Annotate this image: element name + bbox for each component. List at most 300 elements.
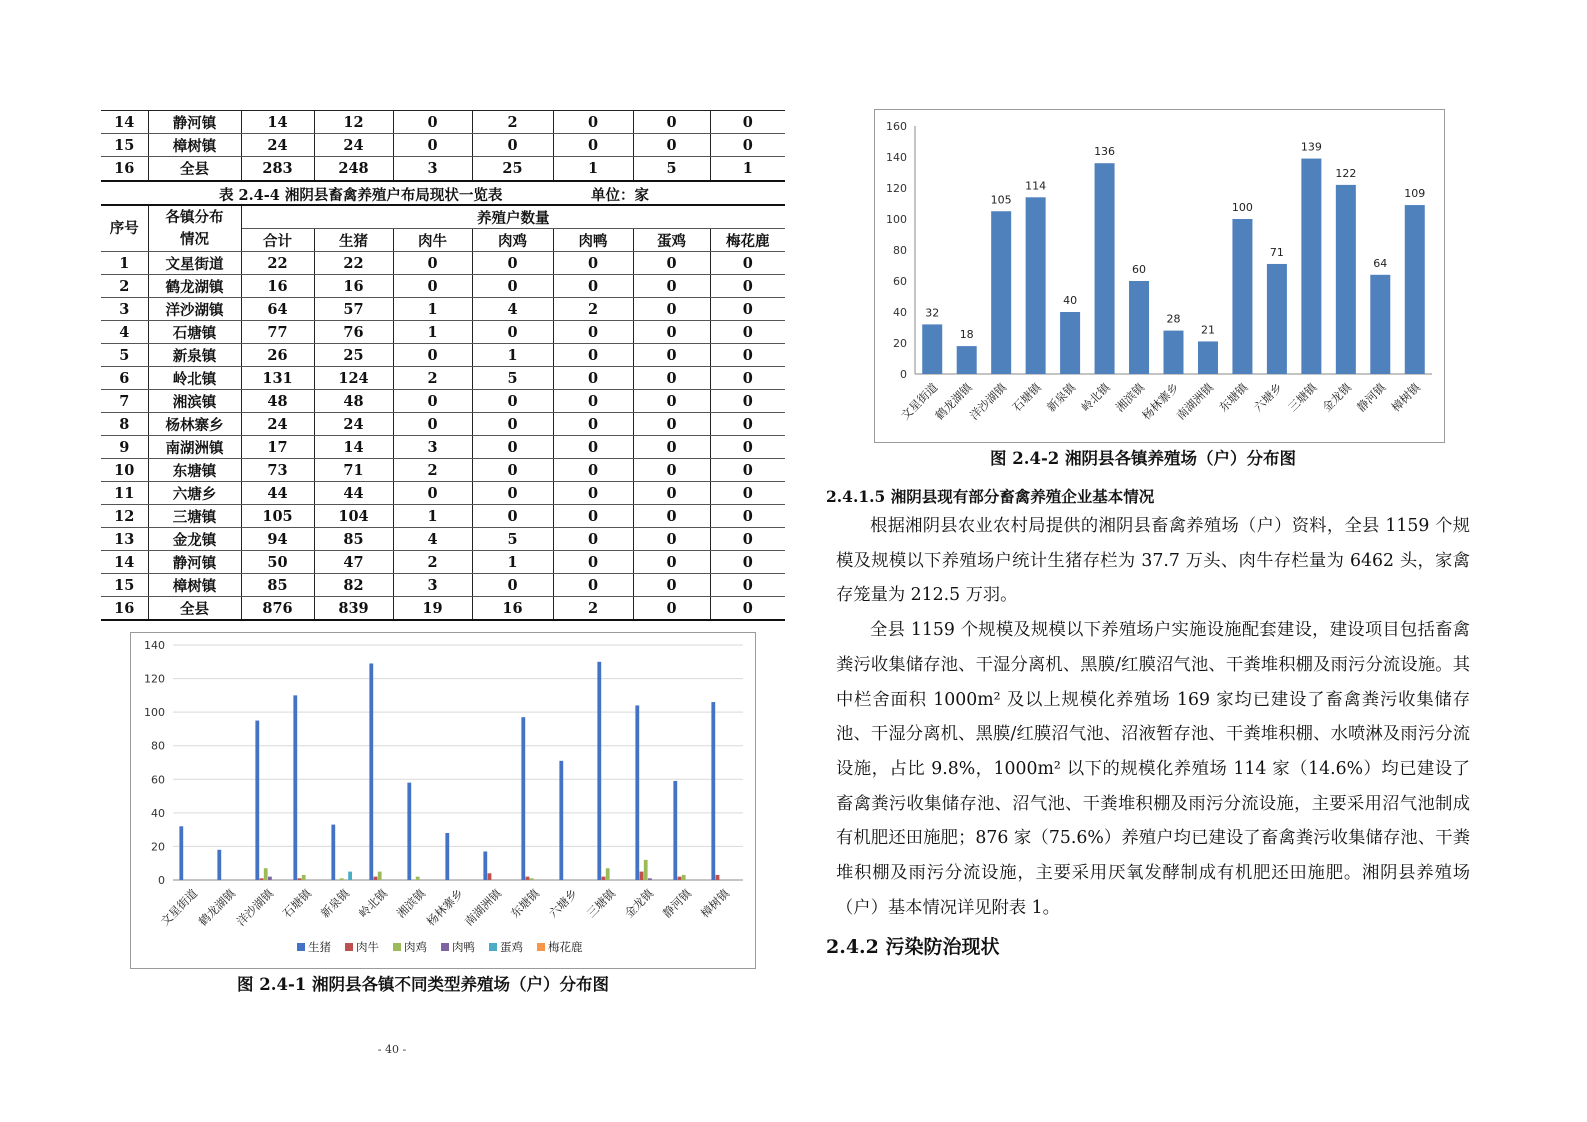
chart-farms-by-town <box>874 109 1445 443</box>
main-table-cell: 1 <box>393 298 472 321</box>
main-table-cell: 0 <box>553 367 633 390</box>
main-table-cell: 樟树镇 <box>148 574 241 597</box>
top-table-cell: 樟树镇 <box>148 134 241 157</box>
y-tick-label: 140 <box>144 639 165 652</box>
bar-肉牛 <box>678 877 682 880</box>
x-tick-label: 南湖洲镇 <box>1173 380 1217 423</box>
main-table-row <box>101 574 785 597</box>
main-table-cell: 57 <box>314 298 393 321</box>
bar <box>1370 275 1390 374</box>
main-table-cell: 48 <box>241 390 314 413</box>
bar-生猪 <box>711 702 715 880</box>
main-table-cell: 0 <box>472 505 553 528</box>
main-table-cell: 1 <box>472 551 553 574</box>
main-table-cell: 5 <box>472 367 553 390</box>
main-table-cell: 105 <box>241 505 314 528</box>
main-table-cell: 六塘乡 <box>148 482 241 505</box>
main-table-cell: 0 <box>710 436 785 459</box>
main-table-cell: 0 <box>710 252 785 275</box>
main-table-cell: 0 <box>633 528 710 551</box>
main-table-cell: 7 <box>101 390 148 413</box>
table-continuation <box>101 110 785 182</box>
bar-生猪 <box>293 695 297 880</box>
main-table-cell: 876 <box>241 597 314 621</box>
legend-swatch-肉鸡 <box>393 943 401 951</box>
main-table-cell: 0 <box>472 275 553 298</box>
main-table-cell: 0 <box>472 574 553 597</box>
top-table-cell: 0 <box>553 111 633 134</box>
column-header: 肉鸭 <box>553 229 633 252</box>
top-table-cell: 1 <box>710 157 785 182</box>
main-table-cell: 77 <box>241 321 314 344</box>
top-table-cell: 0 <box>393 111 472 134</box>
legend-swatch-肉牛 <box>345 943 353 951</box>
data-label: 71 <box>1269 245 1284 259</box>
data-label: 109 <box>1404 187 1426 201</box>
data-label: 60 <box>1132 263 1147 276</box>
main-table-cell: 新泉镇 <box>148 344 241 367</box>
main-table-cell: 湘滨镇 <box>148 390 241 413</box>
main-table-cell: 4 <box>393 528 472 551</box>
main-table-cell: 2 <box>101 275 148 298</box>
top-table-cell: 2 <box>472 111 553 134</box>
main-table-cell: 2 <box>553 597 633 621</box>
main-table-row <box>101 436 785 459</box>
main-table-row <box>101 551 785 574</box>
bar-生猪 <box>255 721 259 880</box>
top-table-cell: 全县 <box>148 157 241 182</box>
top-table-cell: 12 <box>314 111 393 134</box>
main-table-cell: 104 <box>314 505 393 528</box>
main-table-cell: 0 <box>553 574 633 597</box>
bar-肉牛 <box>298 878 302 880</box>
bar-生猪 <box>597 662 601 880</box>
main-table-cell: 洋沙湖镇 <box>148 298 241 321</box>
main-table-cell: 0 <box>633 551 710 574</box>
legend-label: 生猪 <box>308 940 331 954</box>
x-tick-label: 杨林寨乡 <box>1139 380 1182 423</box>
bar <box>957 346 977 374</box>
main-table-cell: 24 <box>241 413 314 436</box>
main-table-cell: 2 <box>553 298 633 321</box>
data-label: 100 <box>1231 201 1253 214</box>
y-tick-label: 80 <box>151 739 165 753</box>
main-table-cell: 0 <box>393 482 472 505</box>
main-table-cell: 0 <box>393 413 472 436</box>
main-table-cell: 1 <box>393 321 472 344</box>
main-table-cell: 4 <box>472 298 553 321</box>
main-table-cell: 三塘镇 <box>148 505 241 528</box>
paragraph-1: 根据湘阴县农业农村局提供的湘阴县畜禽养殖场（户）资料，全县 1159 个规模及规模以下养殖场户统计生猪存栏为 37.7 万头、肉牛存栏量为 6462 头，家禽存笼量为 212.5 万羽。 <box>836 516 1470 606</box>
top-table-cell: 0 <box>710 134 785 157</box>
main-table-cell: 0 <box>553 275 633 298</box>
y-tick-label: 40 <box>893 306 907 319</box>
bar <box>1232 219 1252 374</box>
main-table-row <box>101 344 785 367</box>
main-table-cell: 6 <box>101 367 148 390</box>
bar <box>1267 264 1287 374</box>
y-tick-label: 60 <box>893 275 907 288</box>
column-header: 合计 <box>241 229 314 252</box>
y-tick-label: 20 <box>151 840 165 854</box>
main-table-row <box>101 275 785 298</box>
main-table-cell: 0 <box>633 367 710 390</box>
main-table-cell: 0 <box>633 482 710 505</box>
legend-label: 蛋鸡 <box>500 940 523 954</box>
bar-肉鸡 <box>644 860 648 880</box>
bar <box>1405 205 1425 374</box>
bar-生猪 <box>483 851 487 880</box>
top-table-cell: 0 <box>633 111 710 134</box>
legend-swatch-生猪 <box>297 943 305 951</box>
y-tick-label: 80 <box>893 244 907 257</box>
x-tick-label: 六塘乡 <box>1250 380 1286 415</box>
y-tick-label: 120 <box>886 182 907 195</box>
legend-label: 肉牛 <box>356 940 379 954</box>
bar-肉牛 <box>374 877 378 880</box>
legend-swatch-梅花鹿 <box>537 943 545 951</box>
main-table-cell: 0 <box>553 413 633 436</box>
main-table-cell: 0 <box>633 459 710 482</box>
x-tick-label: 文星街道 <box>157 886 201 929</box>
x-tick-label: 新泉镇 <box>1043 380 1079 415</box>
table-unit: 单位：家 <box>591 187 649 204</box>
y-tick-label: 60 <box>151 773 165 787</box>
x-tick-label: 石塘镇 <box>279 886 315 921</box>
main-table-cell: 0 <box>633 505 710 528</box>
bar-生猪 <box>635 705 639 880</box>
main-table-cell: 0 <box>472 390 553 413</box>
main-table-cell: 0 <box>633 413 710 436</box>
main-table-cell: 0 <box>710 344 785 367</box>
main-table-cell: 0 <box>633 390 710 413</box>
main-table-cell: 16 <box>314 275 393 298</box>
main-table-cell: 25 <box>314 344 393 367</box>
figure-caption-2-4-1: 图 2.4-1 湘阴县各镇不同类型养殖场（户）分布图 <box>237 975 610 994</box>
column-header: 梅花鹿 <box>710 229 785 252</box>
main-table-cell: 0 <box>553 344 633 367</box>
column-header: 蛋鸡 <box>633 229 710 252</box>
data-label: 122 <box>1335 166 1357 180</box>
main-table-cell: 5 <box>472 528 553 551</box>
x-tick-label: 石塘镇 <box>1009 380 1044 415</box>
main-table-cell: 杨林寨乡 <box>148 413 241 436</box>
main-table-cell: 0 <box>553 482 633 505</box>
main-table-cell: 82 <box>314 574 393 597</box>
main-table-cell: 124 <box>314 367 393 390</box>
main-table-cell: 839 <box>314 597 393 621</box>
x-tick-label: 南湖洲镇 <box>461 886 505 929</box>
figure-caption-2-4-2: 图 2.4-2 湘阴县各镇养殖场（户）分布图 <box>990 449 1297 468</box>
main-table-cell: 南湖洲镇 <box>148 436 241 459</box>
main-table-row <box>101 459 785 482</box>
main-table-cell: 19 <box>393 597 472 621</box>
bar <box>1095 163 1115 374</box>
top-table-cell: 静河镇 <box>148 111 241 134</box>
main-table-cell: 71 <box>314 459 393 482</box>
main-table-cell: 17 <box>241 436 314 459</box>
main-table-cell: 2 <box>393 551 472 574</box>
y-tick-label: 100 <box>144 706 165 720</box>
data-label: 28 <box>1166 312 1181 326</box>
main-table-cell: 1 <box>101 252 148 275</box>
main-table-cell: 0 <box>553 505 633 528</box>
main-table-cell: 0 <box>633 275 710 298</box>
bar-肉鸡 <box>682 875 686 880</box>
main-table-cell: 0 <box>553 436 633 459</box>
main-table-cell: 44 <box>241 482 314 505</box>
main-table-cell: 0 <box>633 344 710 367</box>
main-table-cell: 22 <box>241 252 314 275</box>
y-tick-label: 0 <box>900 368 907 381</box>
column-header: 肉鸡 <box>472 229 553 252</box>
main-table-cell: 0 <box>393 390 472 413</box>
chart1-svg <box>131 633 755 968</box>
table-caption <box>101 182 785 204</box>
x-tick-label: 湘滨镇 <box>393 886 429 921</box>
main-table-cell: 4 <box>101 321 148 344</box>
data-label: 139 <box>1300 140 1322 154</box>
chart2-svg <box>875 110 1444 442</box>
main-table-cell: 0 <box>633 298 710 321</box>
main-table-cell: 47 <box>314 551 393 574</box>
bar-肉鸡 <box>378 872 382 880</box>
main-table-cell: 0 <box>472 413 553 436</box>
x-tick-label: 岭北镇 <box>355 886 391 921</box>
main-table-cell: 0 <box>553 252 633 275</box>
paragraph-2: 全县 1159 个规模及规模以下养殖场户实施设施配套建设，建设项目包括畜禽粪污收集储存池、干湿分离机、黑膜/红膜沼气池、干粪堆积棚及雨污分流设施。其中栏舍面积 1000m² 及以上规模化养殖场 169 家均已建设了畜禽粪污收集储存池、干湿分离机、黑膜/红膜沼气池、沼液暂存池、干粪堆积棚、水喷淋及雨污分流设施，占比 9.8%，1000m² 以下的规模化养殖场 114 家（14.6%）均已建设了畜禽粪污收集储存池、沼气池、干粪堆积棚及雨污分流设施，主要采用沼气池制成有机肥还田施肥；876 家（75.6%）养殖户均已建设了畜禽粪污收集储存池、干粪堆积棚及雨污分流设施，主要采用厌氧发酵制成有机肥还田施肥。湘阴县养殖场（户）基本情况详见附表 1。 <box>836 620 1470 918</box>
bar-生猪 <box>217 850 221 880</box>
bar-生猪 <box>369 663 373 880</box>
main-table-cell: 0 <box>633 574 710 597</box>
bar-肉鸡 <box>264 868 268 880</box>
main-table-cell: 0 <box>710 321 785 344</box>
top-table-cell: 5 <box>633 157 710 182</box>
main-table-cell: 8 <box>101 413 148 436</box>
x-tick-label: 文星街道 <box>897 380 941 423</box>
x-tick-label: 鹤龙湖镇 <box>932 380 975 423</box>
main-table-cell: 0 <box>710 597 785 621</box>
main-table-row <box>101 252 785 275</box>
main-table-cell: 16 <box>101 597 148 621</box>
bar <box>1301 159 1321 374</box>
main-table-cell: 石塘镇 <box>148 321 241 344</box>
bar <box>1060 312 1080 374</box>
data-label: 105 <box>990 193 1012 207</box>
main-table-cell: 3 <box>393 436 472 459</box>
main-table-cell: 15 <box>101 574 148 597</box>
main-table-row <box>101 482 785 505</box>
top-table-row <box>101 157 785 182</box>
y-tick-label: 120 <box>144 672 165 686</box>
main-table-cell: 文星街道 <box>148 252 241 275</box>
main-table-row <box>101 298 785 321</box>
bar-肉牛 <box>602 877 606 880</box>
section-title-2: 2.4.2 污染防治现状 <box>826 936 1000 958</box>
main-table-cell: 0 <box>710 367 785 390</box>
main-table-cell: 0 <box>472 252 553 275</box>
main-table-cell: 76 <box>314 321 393 344</box>
x-tick-label: 樟树镇 <box>1388 380 1423 415</box>
column-header: 肉牛 <box>393 229 472 252</box>
top-table-row <box>101 111 785 134</box>
bar-肉牛 <box>260 878 264 880</box>
data-label: 114 <box>1025 179 1047 193</box>
bar-生猪 <box>559 761 563 880</box>
main-table-row <box>101 321 785 344</box>
main-table-cell: 1 <box>393 505 472 528</box>
main-table-cell: 全县 <box>148 597 241 621</box>
x-tick-label: 新泉镇 <box>317 886 353 921</box>
top-table-cell: 0 <box>393 134 472 157</box>
bar-生猪 <box>179 826 183 880</box>
main-table-row <box>101 528 785 551</box>
main-table-cell: 0 <box>710 275 785 298</box>
main-table-cell: 1 <box>472 344 553 367</box>
main-table-cell: 0 <box>633 252 710 275</box>
chart-types-by-town <box>130 632 756 969</box>
top-table-cell: 3 <box>393 157 472 182</box>
bar <box>1336 185 1356 374</box>
top-table-cell: 0 <box>710 111 785 134</box>
main-table-cell: 10 <box>101 459 148 482</box>
main-table-cell: 48 <box>314 390 393 413</box>
main-table-row <box>101 597 785 621</box>
main-table-cell: 0 <box>553 390 633 413</box>
top-table-cell: 248 <box>314 157 393 182</box>
main-table-cell: 0 <box>633 436 710 459</box>
main-table-cell: 26 <box>241 344 314 367</box>
data-label: 32 <box>925 306 940 320</box>
top-table-cell: 16 <box>101 157 148 182</box>
x-tick-label: 东塘镇 <box>507 886 543 921</box>
main-table-cell: 12 <box>101 505 148 528</box>
main-table-cell: 16 <box>241 275 314 298</box>
main-table-cell: 鹤龙湖镇 <box>148 275 241 298</box>
x-tick-label: 杨林寨乡 <box>423 886 467 929</box>
y-tick-label: 140 <box>886 151 907 164</box>
bar-肉鸡 <box>340 878 344 880</box>
header-district: 各镇分布情况 <box>148 205 241 252</box>
main-table-cell: 22 <box>314 252 393 275</box>
bar-肉鸡 <box>606 868 610 880</box>
main-table-cell: 5 <box>101 344 148 367</box>
header-seq: 序号 <box>101 205 148 252</box>
main-table-cell: 0 <box>710 551 785 574</box>
main-table-cell: 岭北镇 <box>148 367 241 390</box>
main-table-row <box>101 505 785 528</box>
top-table-cell: 24 <box>241 134 314 157</box>
top-table-cell: 1 <box>553 157 633 182</box>
main-table-cell: 0 <box>472 321 553 344</box>
top-table-cell: 0 <box>633 134 710 157</box>
bar-肉鸭 <box>268 877 272 880</box>
main-table-cell: 0 <box>710 390 785 413</box>
x-tick-label: 静河镇 <box>1354 380 1389 415</box>
header-count: 养殖户数量 <box>241 205 785 229</box>
top-table-cell: 14 <box>101 111 148 134</box>
paragraph-block <box>836 509 1470 925</box>
bar <box>1198 341 1218 374</box>
main-table-cell: 0 <box>553 321 633 344</box>
bar-肉牛 <box>716 875 720 880</box>
main-table-cell: 3 <box>393 574 472 597</box>
x-tick-label: 樟树镇 <box>697 886 733 921</box>
y-tick-label: 0 <box>158 874 165 887</box>
main-table-cell: 9 <box>101 436 148 459</box>
legend-label: 肉鸭 <box>452 940 475 954</box>
x-tick-label: 洋沙湖镇 <box>233 886 277 929</box>
bar <box>1026 197 1046 374</box>
bar-肉鸡 <box>530 878 534 880</box>
main-table-cell: 0 <box>553 528 633 551</box>
legend-swatch-蛋鸡 <box>489 943 497 951</box>
table-farm-distribution <box>101 204 785 621</box>
y-tick-label: 20 <box>893 337 907 350</box>
bar-肉鸡 <box>302 875 306 880</box>
main-table-cell: 0 <box>710 298 785 321</box>
column-header: 生猪 <box>314 229 393 252</box>
bar-肉鸡 <box>416 877 420 880</box>
bar <box>1129 281 1149 374</box>
y-tick-label: 40 <box>151 806 165 820</box>
main-table-cell: 0 <box>472 482 553 505</box>
table-title: 表 2.4-4 湘阴县畜禽养殖户布局现状一览表 <box>219 187 503 204</box>
bar-生猪 <box>407 783 411 880</box>
main-table-cell: 金龙镇 <box>148 528 241 551</box>
main-table-cell: 0 <box>393 252 472 275</box>
main-table-cell: 0 <box>633 597 710 621</box>
main-table-cell: 14 <box>314 436 393 459</box>
x-tick-label: 洋沙湖镇 <box>966 380 1010 423</box>
top-table-cell: 283 <box>241 157 314 182</box>
x-tick-label: 金龙镇 <box>621 886 657 921</box>
data-label: 21 <box>1200 323 1215 337</box>
main-table-cell: 94 <box>241 528 314 551</box>
bar-蛋鸡 <box>348 872 352 880</box>
data-label: 136 <box>1094 145 1116 159</box>
x-tick-label: 岭北镇 <box>1078 380 1113 415</box>
x-tick-label: 鹤龙湖镇 <box>195 886 239 929</box>
main-table-cell: 0 <box>393 275 472 298</box>
main-table-cell: 0 <box>710 482 785 505</box>
main-table-cell: 64 <box>241 298 314 321</box>
legend-label: 肉鸡 <box>404 940 427 954</box>
main-table-cell: 0 <box>553 459 633 482</box>
main-table-cell: 0 <box>710 413 785 436</box>
x-tick-label: 六塘乡 <box>545 886 581 921</box>
bar-生猪 <box>673 781 677 880</box>
top-table-row <box>101 134 785 157</box>
main-table-cell: 0 <box>710 505 785 528</box>
legend-swatch-肉鸭 <box>441 943 449 951</box>
top-table-cell: 14 <box>241 111 314 134</box>
y-tick-label: 160 <box>886 120 907 133</box>
data-label: 40 <box>1063 294 1078 307</box>
main-table-cell: 0 <box>710 528 785 551</box>
bar-肉牛 <box>640 872 644 880</box>
main-table-cell: 14 <box>101 551 148 574</box>
main-table-cell: 静河镇 <box>148 551 241 574</box>
main-table-cell: 2 <box>393 459 472 482</box>
main-table-cell: 0 <box>553 551 633 574</box>
main-table-cell: 0 <box>472 436 553 459</box>
bar-肉鸭 <box>648 878 652 880</box>
bar <box>991 211 1011 374</box>
main-table-cell: 东塘镇 <box>148 459 241 482</box>
main-table-row <box>101 390 785 413</box>
main-table-cell: 24 <box>314 413 393 436</box>
